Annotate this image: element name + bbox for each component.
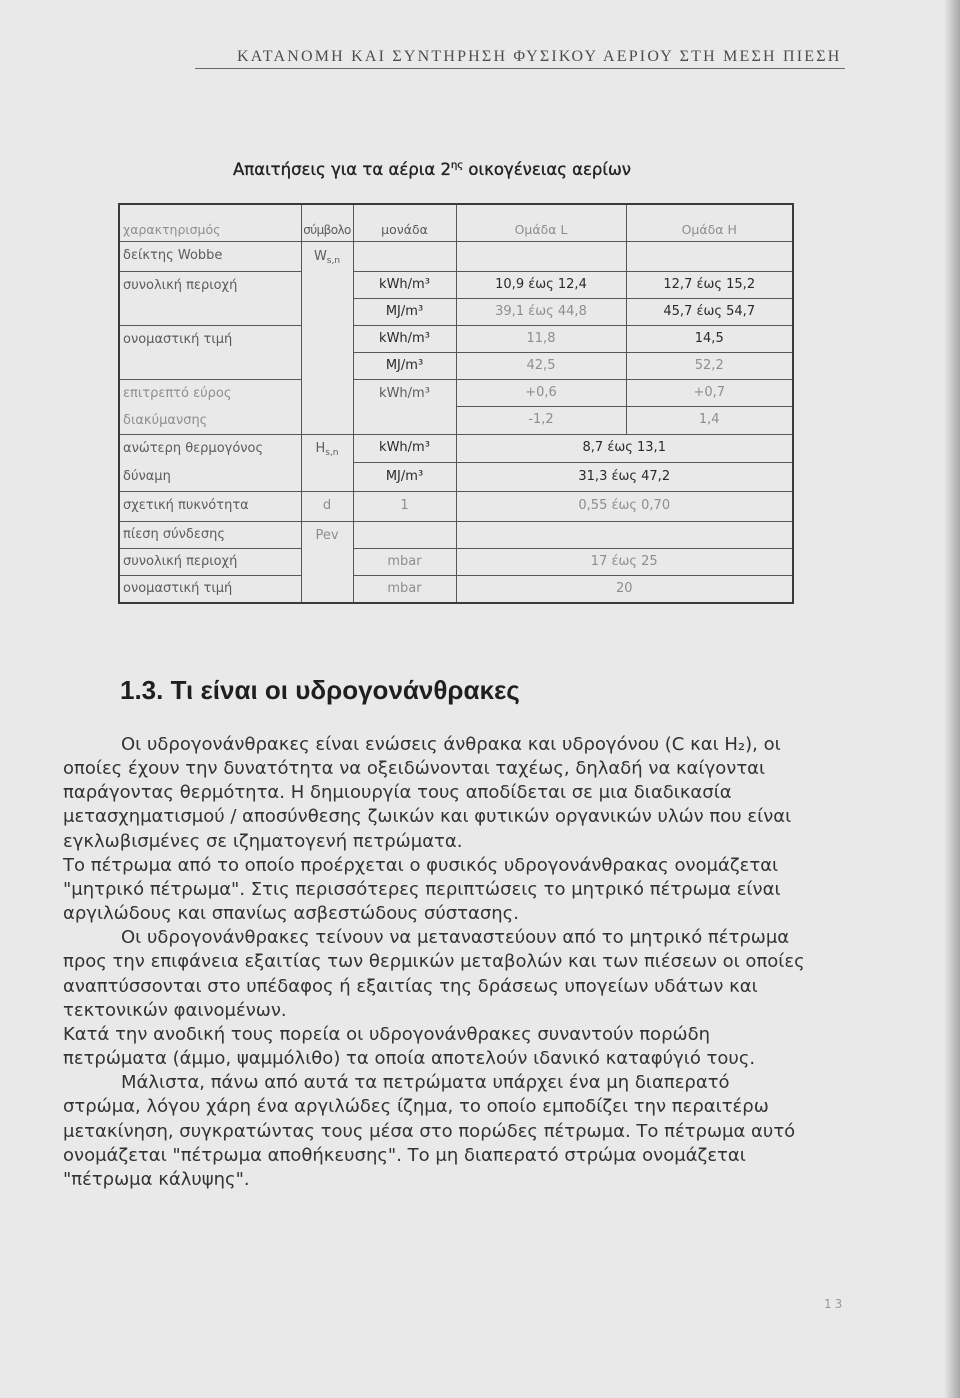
body-line: πετρώματα (άμμο, ψαμμόλιθο) τα οποία αποτελούν ιδανικό καταφύγιό τους. bbox=[63, 1048, 756, 1070]
label-text: διακύμανσης bbox=[123, 412, 208, 428]
table-header-row bbox=[119, 204, 793, 241]
label-nominal-value: ονομαστική τιμή bbox=[119, 575, 301, 603]
body-line: αργιλώδους και σπανίως ασβεστώδους σύστασης. bbox=[63, 903, 519, 925]
table-title-superscript: ης bbox=[450, 160, 464, 171]
value-group-h: 12,7 έως 15,2 bbox=[626, 271, 793, 298]
section-heading: 1.3. Τι είναι οι υδρογονάνθρακες bbox=[120, 675, 520, 705]
empty-cell bbox=[353, 241, 456, 271]
body-line: Το πέτρωμα από το οποίο προέρχεται ο φυσικός υδρογονάνθρακας ονομάζεται bbox=[63, 854, 779, 876]
paragraph bbox=[63, 926, 805, 1023]
symbol-subscript: s,n bbox=[325, 447, 339, 458]
label-wobbe-index: δείκτης Wobbe bbox=[119, 241, 301, 271]
label-text: ονομαστική τιμή bbox=[123, 331, 233, 347]
paragraph bbox=[63, 733, 805, 854]
value-group-h: 45,7 έως 54,7 bbox=[626, 298, 793, 325]
paragraph bbox=[63, 1071, 805, 1192]
running-header-rule bbox=[195, 68, 845, 69]
body-line: "μητρικό πέτρωμα". Στις περισσότερες περιπτώσεις το μητρικό πέτρωμα είναι bbox=[63, 878, 781, 900]
body-line: οποίες έχουν την δυνατότητα να οξειδώνονται ταχέως, δηλαδή να καίγονται bbox=[63, 758, 766, 780]
page-edge-shadow bbox=[944, 0, 960, 1398]
label-text: ανώτερη θερμογόνος bbox=[123, 440, 264, 456]
body-line: Οι υδρογονάνθρακες είναι ενώσεις άνθρακα και υδρογόνου (C και H₂), οι bbox=[121, 734, 781, 755]
header-group-l: Ομάδα L bbox=[456, 204, 626, 241]
symbol-base: W bbox=[313, 248, 327, 264]
table-row bbox=[119, 379, 793, 407]
page-number: 13 bbox=[824, 1297, 846, 1311]
header-characteristic: χαρακτηρισμός bbox=[119, 204, 301, 241]
table-row bbox=[119, 548, 793, 575]
unit-cell: mbar bbox=[353, 548, 456, 575]
unit-text: kWh/m³ bbox=[379, 385, 430, 401]
value-group-l: -1,2 bbox=[456, 407, 626, 435]
value-both-groups: 20 bbox=[456, 575, 793, 603]
value-group-l: 39,1 έως 44,8 bbox=[456, 298, 626, 325]
symbol-relative-density: d bbox=[301, 491, 353, 521]
unit-cell bbox=[353, 379, 456, 434]
header-group-h: Ομάδα H bbox=[626, 204, 793, 241]
label-relative-density: σχετική πυκνότητα bbox=[119, 491, 301, 521]
paragraph bbox=[63, 854, 805, 926]
table-row bbox=[119, 271, 793, 298]
table-title-text-end: οικογένειας αερίων bbox=[463, 160, 632, 179]
body-line: εγκλωβισμένες σε ιζηματογενή πετρώματα. bbox=[63, 830, 463, 852]
value-both-groups: 31,3 έως 47,2 bbox=[456, 463, 793, 492]
value-group-h: 14,5 bbox=[626, 325, 793, 352]
label-text: επιτρεπτό εύρος bbox=[123, 385, 232, 401]
body-line: αναπτύσσονται στο υπέδαφος ή εξαιτίας της δράσεως υπογείων υδάτων και bbox=[63, 975, 758, 997]
paragraph bbox=[63, 1023, 805, 1071]
unit-cell: mbar bbox=[353, 575, 456, 603]
value-group-h: 52,2 bbox=[626, 352, 793, 379]
body-line: παράγοντας θερμότητα. Η δημιουργία τους αποδίδεται σε μια διαδικασία bbox=[63, 782, 732, 804]
body-line: τεκτονικών φαινομένων. bbox=[63, 999, 287, 1021]
value-group-l: 11,8 bbox=[456, 325, 626, 352]
body-line: μετασχηματισμού / αποσύνθεσης ζωικών και φυτικών οργανικών υλών που είναι bbox=[63, 806, 792, 828]
table-row bbox=[119, 575, 793, 603]
body-line: στρώμα, λόγου χάρη ένα αργιλώδες ίζημα, το οποίο εμποδίζει την περαιτέρω bbox=[63, 1096, 769, 1118]
gas-requirements-table bbox=[118, 203, 794, 604]
symbol-subscript: s,n bbox=[326, 255, 341, 266]
table-row bbox=[119, 241, 793, 271]
symbol-base: H bbox=[315, 440, 326, 456]
unit-cell: kWh/m³ bbox=[353, 325, 456, 352]
value-group-h: 1,4 bbox=[626, 407, 793, 435]
unit-cell: MJ/m³ bbox=[353, 352, 456, 379]
label-tolerance bbox=[119, 379, 301, 434]
unit-cell: kWh/m³ bbox=[353, 434, 456, 463]
table-row bbox=[119, 434, 793, 463]
symbol-wobbe-index bbox=[301, 241, 353, 434]
body-line: ονομάζεται "πέτρωμα αποθήκευσης". Το μη διαπερατό στρώμα ονομάζεται bbox=[63, 1144, 746, 1166]
label-gross-calorific-value bbox=[119, 434, 301, 491]
label-connection-pressure: πίεση σύνδεσης bbox=[119, 521, 301, 548]
empty-cell bbox=[626, 241, 793, 271]
body-line: προς την επιφάνεια εξαιτίας των θερμικών μεταβολών και των πιέσεων οι οποίες bbox=[63, 951, 805, 973]
symbol-gross-calorific-value bbox=[301, 434, 353, 491]
body-line: Οι υδρογονάνθρακες τείνουν να μεταναστεύουν από το μητρικό πέτρωμα bbox=[121, 927, 790, 949]
label-text: συνολική περιοχή bbox=[123, 277, 238, 293]
label-nominal-value bbox=[119, 325, 301, 379]
label-text: δύναμη bbox=[123, 468, 171, 484]
value-both-groups: 0,55 έως 0,70 bbox=[456, 491, 793, 521]
value-group-h: +0,7 bbox=[626, 379, 793, 407]
value-both-groups: 17 έως 25 bbox=[456, 548, 793, 575]
table-title-text: Απαιτήσεις για τα αέρια 2 bbox=[233, 160, 451, 179]
value-group-l: +0,6 bbox=[456, 379, 626, 407]
header-symbol: σύμβολο bbox=[301, 204, 353, 241]
value-group-l: 10,9 έως 12,4 bbox=[456, 271, 626, 298]
empty-cell bbox=[456, 521, 793, 548]
symbol-connection-pressure bbox=[301, 521, 353, 603]
value-group-l: 42,5 bbox=[456, 352, 626, 379]
body-line: μετακίνηση, συγκρατώντας τους μέσα στο πορώδες πέτρωμα. Το πέτρωμα αυτό bbox=[63, 1120, 796, 1142]
table-row bbox=[119, 491, 793, 521]
empty-cell bbox=[353, 521, 456, 548]
label-total-range bbox=[119, 271, 301, 325]
body-line: Κατά την ανοδική τους πορεία οι υδρογονάνθρακες συναντούν πορώδη bbox=[63, 1023, 710, 1045]
header-unit: μονάδα bbox=[353, 204, 456, 241]
unit-cell: kWh/m³ bbox=[353, 271, 456, 298]
table-row bbox=[119, 521, 793, 548]
body-text bbox=[63, 733, 805, 1192]
body-line: Μάλιστα, πάνω από αυτά τα πετρώματα υπάρχει ένα μη διαπερατό bbox=[121, 1072, 730, 1094]
unit-cell: MJ/m³ bbox=[353, 298, 456, 325]
label-total-range: συνολική περιοχή bbox=[119, 548, 301, 575]
running-header-title: ΚΑΤΑΝΟΜΗ ΚΑΙ ΣΥΝΤΗΡΗΣΗ ΦΥΣΙΚΟΥ ΑΕΡΙΟΥ ΣΤΗ ΜΕΣΗ ΠΙΕΣΗ bbox=[237, 48, 842, 65]
table-row bbox=[119, 325, 793, 352]
value-both-groups: 8,7 έως 13,1 bbox=[456, 434, 793, 463]
body-line: "πέτρωμα κάλυψης". bbox=[63, 1168, 250, 1190]
symbol-text: Pev bbox=[315, 527, 339, 543]
empty-cell bbox=[456, 241, 626, 271]
unit-cell: 1 bbox=[353, 491, 456, 521]
unit-cell: MJ/m³ bbox=[353, 463, 456, 492]
table-title bbox=[233, 160, 631, 180]
